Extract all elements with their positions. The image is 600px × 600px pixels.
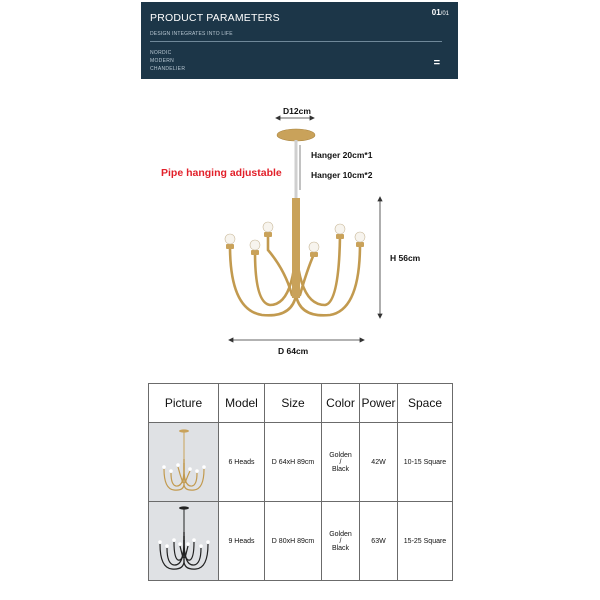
cup [336, 234, 344, 239]
spec-table [148, 383, 453, 581]
black-chandelier-image [150, 502, 218, 578]
arm-right-outer [296, 200, 360, 315]
space-cell: 10-15 Square [398, 423, 453, 502]
color-black: Black [331, 465, 350, 473]
table-row [149, 502, 453, 581]
color-separator: / [339, 458, 342, 466]
color-cell [322, 502, 360, 581]
hanger-pipe [295, 140, 298, 200]
header-picture: Picture [149, 384, 219, 423]
space-cell: 15-25 Square [398, 502, 453, 581]
banner-title: PRODUCT PARAMETERS [150, 12, 280, 24]
cup [310, 252, 318, 257]
table-header-row [149, 384, 453, 423]
tagline-modern: MODERN [150, 58, 175, 64]
size-cell: D 64xH 89cm [265, 423, 322, 502]
color-separator: / [339, 537, 342, 545]
cup [264, 232, 272, 237]
tagline-nordic: NORDIC [150, 50, 172, 56]
canopy [277, 129, 315, 141]
header-power: Power [360, 384, 398, 423]
product-thumbnail-9-heads [149, 502, 219, 581]
arm-right-center [300, 254, 314, 295]
bulb [250, 240, 260, 250]
hanger-label-2: Hanger 10cm*2 [311, 170, 373, 180]
bulb [263, 222, 273, 232]
bulb [225, 234, 235, 244]
product-thumbnail-6-heads [149, 423, 219, 502]
header-color: Color [322, 384, 360, 423]
menu-icon[interactable]: = [433, 57, 440, 69]
cup [226, 244, 234, 249]
golden-chandelier-image [150, 423, 218, 499]
arm-right-inner [296, 215, 340, 305]
arm-left-outer [230, 200, 296, 315]
header-model: Model [219, 384, 265, 423]
diameter-label: D 64cm [278, 346, 309, 356]
height-label: H 56cm [390, 253, 421, 263]
color-black: Black [331, 544, 350, 552]
canopy-label: D12cm [283, 106, 311, 116]
table-row [149, 423, 453, 502]
bulb [309, 242, 319, 252]
hanger-label-1: Hanger 20cm*1 [311, 150, 373, 160]
color-golden: Golden [329, 451, 352, 459]
cup [251, 250, 259, 255]
arm-left-center [268, 232, 292, 295]
bulb [355, 232, 365, 242]
header-size: Size [265, 384, 322, 423]
model-cell: 9 Heads [219, 502, 265, 581]
bulb [335, 224, 345, 234]
power-cell: 42W [360, 423, 398, 502]
banner-subtitle: DESIGN INTEGRATES INTO LIFE [150, 31, 233, 37]
tagline-chandelier: CHANDELIER [150, 66, 186, 72]
header-space: Space [398, 384, 453, 423]
model-cell: 6 Heads [219, 423, 265, 502]
color-cell [322, 423, 360, 502]
page-total: /01 [440, 11, 449, 17]
cup [356, 242, 364, 247]
page-current: 01 [431, 8, 441, 17]
pipe-adjustable-note: Pipe hanging adjustable [161, 167, 282, 179]
color-golden: Golden [329, 530, 352, 538]
central-stem [292, 198, 300, 298]
power-cell: 63W [360, 502, 398, 581]
size-cell: D 80xH 89cm [265, 502, 322, 581]
